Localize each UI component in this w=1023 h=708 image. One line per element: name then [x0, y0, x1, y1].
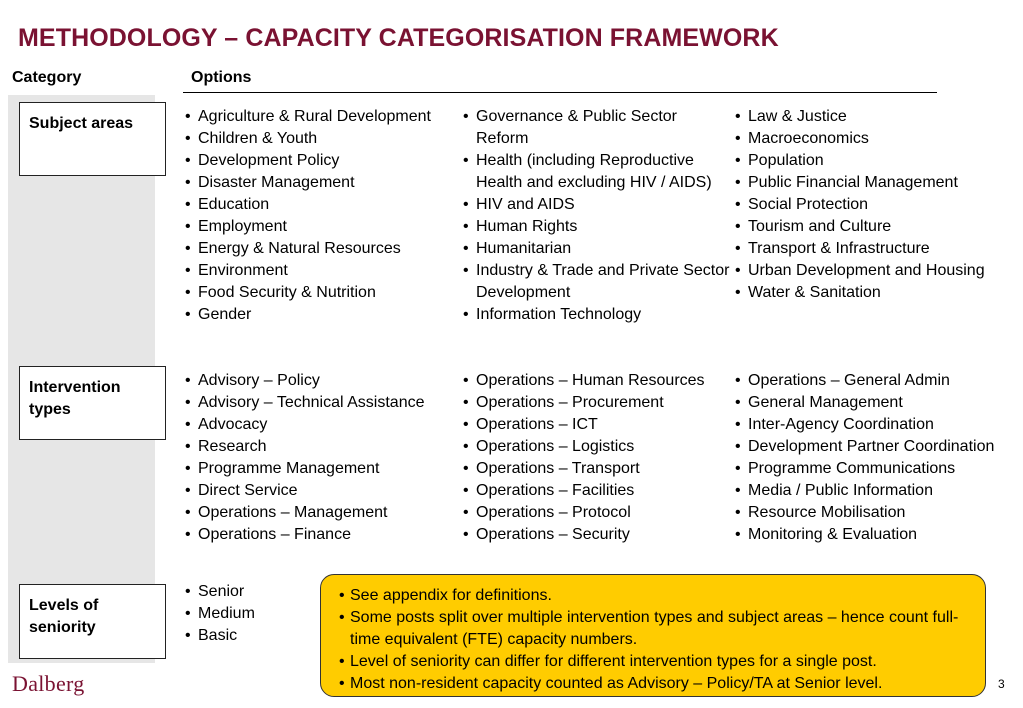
header-rule — [183, 92, 937, 93]
list-item: • Research — [184, 436, 444, 458]
options-header: Options — [191, 69, 252, 86]
list-item: • Operations – Security — [462, 524, 724, 546]
list-item: • Media / Public Information — [734, 480, 1002, 502]
list-item: • Direct Service — [184, 480, 444, 502]
list-item: • Advocacy — [184, 414, 444, 436]
list-item: • Children & Youth — [184, 128, 444, 150]
list-item: • Education — [184, 194, 444, 216]
list-item: • Resource Mobilisation — [734, 502, 1002, 524]
list-item: • Operations – Transport — [462, 458, 724, 480]
list-item: • Operations – Protocol — [462, 502, 724, 524]
list-item: • Water & Sanitation — [734, 282, 1002, 304]
list-item: • Population — [734, 150, 1002, 172]
list-item: • Industry & Trade and Private Sector Development — [462, 260, 730, 304]
list-item: • Governance & Public Sector Reform — [462, 106, 730, 150]
list-item: • Transport & Infrastructure — [734, 238, 1002, 260]
list-item: • Social Protection — [734, 194, 1002, 216]
list-item: • Human Rights — [462, 216, 730, 238]
list-item: • Agriculture & Rural Development — [184, 106, 444, 128]
list-item: • Basic — [184, 625, 304, 647]
list-item: • Monitoring & Evaluation — [734, 524, 1002, 546]
list-item: • Food Security & Nutrition — [184, 282, 444, 304]
category-subject-areas: Subject areas — [19, 102, 166, 176]
list-item: • Operations – General Admin — [734, 370, 1002, 392]
list-item: • Disaster Management — [184, 172, 444, 194]
seniority-column — [184, 581, 304, 647]
list-item: • Medium — [184, 603, 304, 625]
notes-callout — [320, 574, 986, 697]
list-item: • Operations – Human Resources — [462, 370, 724, 392]
subject-areas-column-1 — [184, 106, 444, 326]
list-item: • Advisory – Technical Assistance — [184, 392, 444, 414]
list-item: • Information Technology — [462, 304, 730, 326]
list-item: • Senior — [184, 581, 304, 603]
list-item: • Health (including Reproductive Health and excluding HIV / AIDS) — [462, 150, 730, 194]
category-levels-of-seniority: Levels of seniority — [19, 584, 166, 659]
list-item: • Urban Development and Housing — [734, 260, 1002, 282]
notes-list — [339, 585, 969, 695]
page-number: 3 — [998, 677, 1005, 691]
list-item: • Humanitarian — [462, 238, 730, 260]
list-item: • Law & Justice — [734, 106, 1002, 128]
list-item: • Operations – Finance — [184, 524, 444, 546]
list-item: • Most non-resident capacity counted as Advisory – Policy/TA at Senior level. — [339, 673, 969, 695]
list-item: • Development Partner Coordination — [734, 436, 1002, 458]
list-item: • Gender — [184, 304, 444, 326]
list-item: • Operations – Logistics — [462, 436, 724, 458]
category-header: Category — [12, 69, 82, 86]
page-title: METHODOLOGY – CAPACITY CATEGORISATION FRAMEWORK — [18, 24, 779, 52]
list-item: • Operations – Management — [184, 502, 444, 524]
list-item: • Public Financial Management — [734, 172, 1002, 194]
list-item: • Inter-Agency Coordination — [734, 414, 1002, 436]
list-item: • Employment — [184, 216, 444, 238]
list-item: • Macroeconomics — [734, 128, 1002, 150]
list-item: • Operations – Facilities — [462, 480, 724, 502]
list-item: • Tourism and Culture — [734, 216, 1002, 238]
list-item: • Operations – Procurement — [462, 392, 724, 414]
list-item: • Programme Communications — [734, 458, 1002, 480]
list-item: • Energy & Natural Resources — [184, 238, 444, 260]
subject-areas-column-3 — [734, 106, 1002, 304]
list-item: • Development Policy — [184, 150, 444, 172]
list-item: • General Management — [734, 392, 1002, 414]
intervention-types-column-1 — [184, 370, 444, 546]
intervention-types-column-3 — [734, 370, 1002, 546]
list-item: • Some posts split over multiple intervention types and subject areas – hence count full-time equivalent (FTE) capacity numbers. — [339, 607, 969, 651]
dalberg-logo: Dalberg — [12, 671, 85, 696]
subject-areas-column-2 — [462, 106, 730, 326]
list-item: • Programme Management — [184, 458, 444, 480]
list-item: • Advisory – Policy — [184, 370, 444, 392]
list-item: • Environment — [184, 260, 444, 282]
category-intervention-types: Intervention types — [19, 366, 166, 440]
list-item: • Operations – ICT — [462, 414, 724, 436]
list-item: • See appendix for definitions. — [339, 585, 969, 607]
list-item: • HIV and AIDS — [462, 194, 730, 216]
intervention-types-column-2 — [462, 370, 724, 546]
list-item: • Level of seniority can differ for different intervention types for a single post. — [339, 651, 969, 673]
